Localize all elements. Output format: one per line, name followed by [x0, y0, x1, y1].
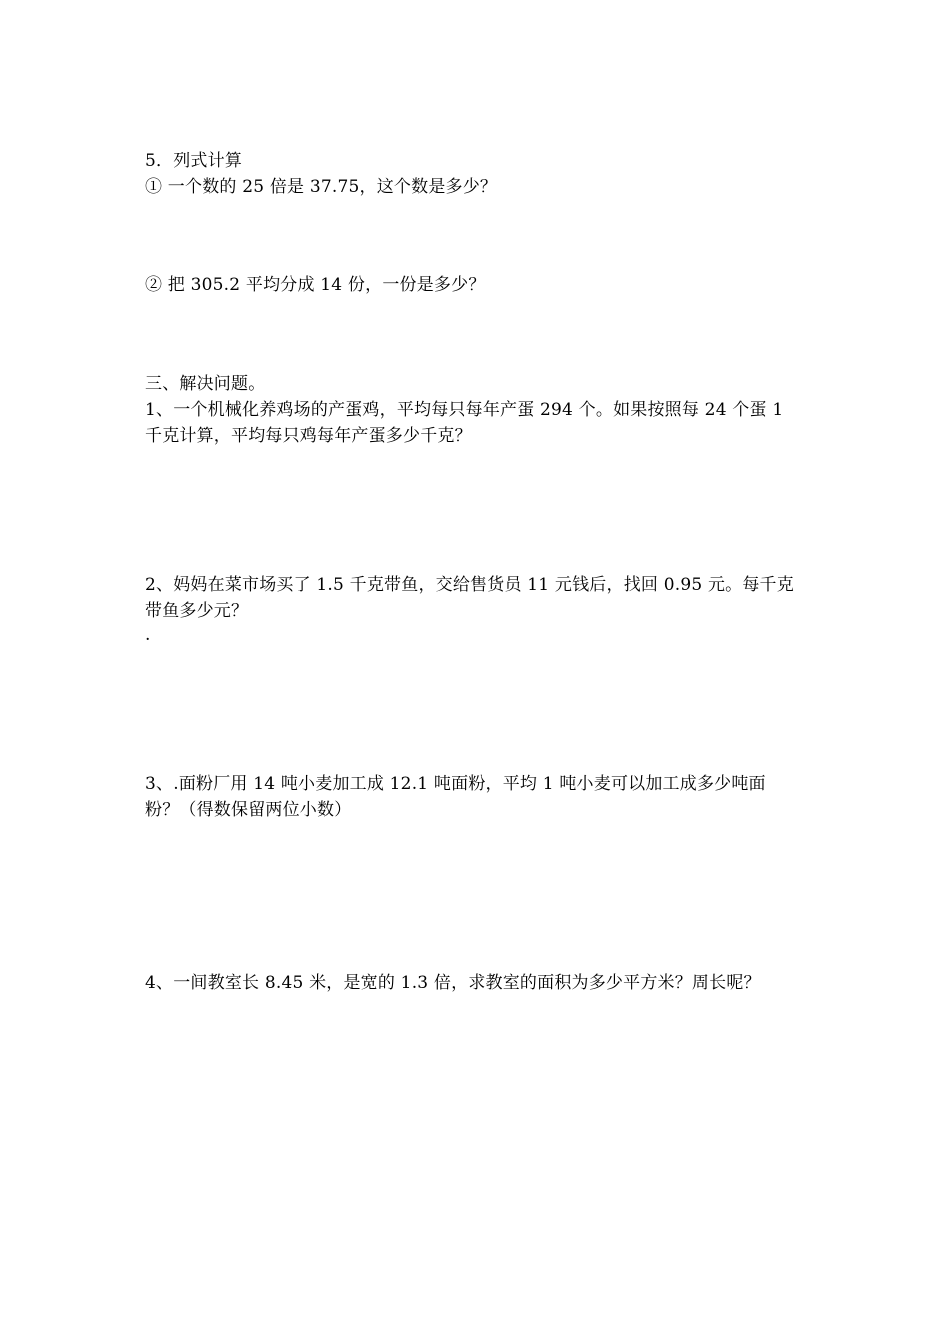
- problem-2-line-2: 带鱼多少元？: [145, 601, 249, 621]
- section-3-heading: 三、解决问题。: [145, 374, 266, 394]
- problem-1-line-2: 千克计算，平均每只鸡每年产蛋多少千克？: [145, 426, 472, 446]
- problem-3-line-2: 粉？（得数保留两位小数）: [145, 800, 352, 820]
- problem-1-line-1: 1、一个机械化养鸡场的产蛋鸡，平均每只每年产蛋 294 个。如果按照每 24 个蛋 1: [145, 400, 784, 420]
- section-5-heading: 5．列式计算: [145, 151, 243, 171]
- problem-2-dot: .: [145, 625, 151, 645]
- problem-3-line-1: 3、.面粉厂用 14 吨小麦加工成 12.1 吨面粉，平均 1 吨小麦可以加工成多少吨面: [145, 774, 766, 794]
- problem-2-line-1: 2、妈妈在菜市场买了 1.5 千克带鱼，交给售货员 11 元钱后，找回 0.95 元。每千克: [145, 575, 794, 595]
- problem-4-line-1: 4、一间教室长 8.45 米，是宽的 1.3 倍，求教室的面积为多少平方米？周长呢？: [145, 973, 761, 993]
- question-5-2: ② 把 305.2 平均分成 14 份，一份是多少？: [145, 275, 486, 295]
- question-5-1: ① 一个数的 25 倍是 37.75，这个数是多少？: [145, 177, 498, 197]
